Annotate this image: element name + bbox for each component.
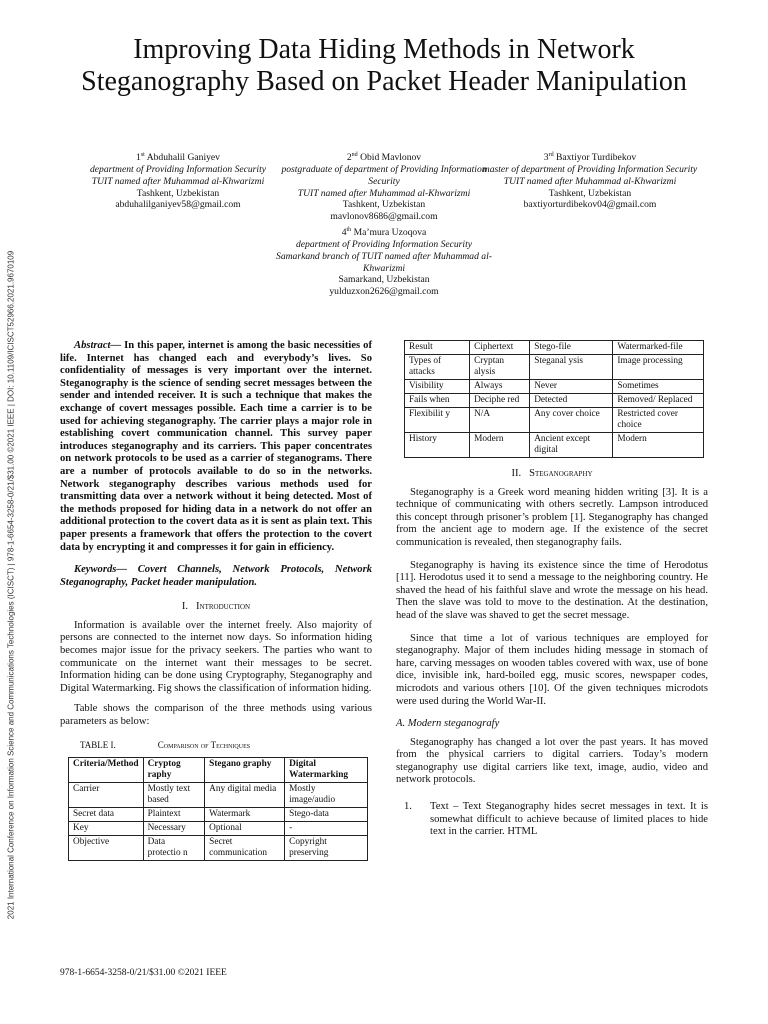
section-heading-steganography — [396, 468, 708, 481]
table-cell: Detected — [530, 394, 613, 408]
footer-copyright: 978-1-6654-3258-0/21/$31.00 ©2021 IEEE — [60, 968, 227, 978]
table-cell: Any digital media — [205, 783, 285, 808]
right-column — [396, 340, 708, 839]
author-city: Tashkent, Uzbekistan — [136, 187, 220, 199]
author-organization: TUIT named after Muhammad al-Khwarizmi — [503, 175, 677, 187]
author-2 — [266, 150, 502, 223]
table-cell: Necessary — [143, 822, 205, 836]
table-cell: Mostly text based — [143, 783, 205, 808]
table-cell: Objective — [69, 836, 144, 861]
author-1 — [60, 150, 296, 211]
table-cell: Carrier — [69, 783, 144, 808]
keywords-text: Covert Channels, Network Protocols, Network Steganography, Packet header manipulation. — [60, 564, 372, 588]
author-name: 3rd Baxtiyor Turdibekov — [543, 152, 637, 164]
section-number: I. — [181, 601, 189, 613]
section-heading-introduction — [60, 601, 372, 614]
keywords — [60, 564, 372, 589]
table-row — [69, 808, 368, 822]
table-cell: Mostly image/audio — [285, 783, 368, 808]
section-title: Introduction — [196, 601, 251, 613]
subsection-heading-modern: A. Modern steganografy — [396, 718, 500, 730]
table-title: Comparison of Techniques — [157, 739, 251, 750]
table-cell: Modern — [613, 433, 704, 458]
table-row — [69, 836, 368, 861]
abstract-label: Abstract— — [74, 340, 122, 351]
list-number: 1. — [404, 801, 412, 813]
list-item — [396, 801, 708, 839]
keywords-label: Keywords— — [74, 564, 127, 576]
author-4 — [266, 225, 502, 298]
table-cell: Cryptan alysis — [470, 355, 530, 380]
author-email: yulduzxon2626@gmail.com — [329, 286, 439, 298]
table-cell: Copyright preserving — [285, 836, 368, 861]
table-row — [405, 408, 704, 433]
author-name: 4th Ma’mura Uzoqova — [341, 227, 427, 239]
table-cell: Never — [530, 380, 613, 394]
table-cell: Optional — [205, 822, 285, 836]
author-department: master of department of Providing Information Security — [482, 163, 698, 175]
author-organization: TUIT named after Muhammad al-Khwarizmi — [297, 187, 471, 199]
table-cell: Ciphertext — [470, 341, 530, 355]
comparison-table-part2 — [404, 340, 704, 458]
table-cell: Fails when — [405, 394, 470, 408]
author-department: department of Providing Information Security — [295, 238, 473, 250]
author-name: 1st Abduhalil Ganiyev — [136, 152, 220, 164]
table-number: TABLE I. — [80, 739, 116, 750]
table-cell: Data protectio n — [143, 836, 205, 861]
author-3 — [472, 150, 708, 211]
author-email: mavlonov8686@gmail.com — [330, 211, 438, 223]
table-cell: Modern — [470, 433, 530, 458]
list-item-text: Text – Text Steganography hides secret messages in text. It is somewhat difficult to achieve because of limited places to hide text in the carrier. HTML — [430, 801, 708, 838]
side-doi-text: 2021 International Conference on Information Science and Communications Technologies (ICISCT) | 978-1-6654-3258-0/21/$31.00 ©2021 IEEE | DOI: 10.1109/ICISCT52966.2021.9670109 — [6, 250, 16, 920]
table-cell: Key — [69, 822, 144, 836]
table-cell: History — [405, 433, 470, 458]
table-cell: Steganal ysis — [530, 355, 613, 380]
comparison-table-part1 — [68, 757, 368, 861]
table-row — [405, 355, 704, 380]
table-cell: Ancient except digital — [530, 433, 613, 458]
table-header-cell: Stegano graphy — [205, 758, 285, 783]
table-row — [69, 783, 368, 808]
table-caption — [60, 739, 372, 752]
table-cell: Deciphe red — [470, 394, 530, 408]
author-city: Samarkand, Uzbekistan — [338, 274, 430, 286]
table-header-cell: Cryptog raphy — [143, 758, 205, 783]
author-city: Tashkent, Uzbekistan — [342, 199, 426, 211]
table-cell: Removed/ Replaced — [613, 394, 704, 408]
table-cell: Secret data — [69, 808, 144, 822]
abstract-text: In this paper, internet is among the basic necessities of life. Internet has changed each and everybody’s lives. So confidentiality of messages is very important over the internet. Steganography is the science of sending secret messages between the sender and intended receiver. It is such a technique that makes the exchange of covert messages possible. Each time a carrier is to be used for achieving steganography. The carrier plays a major role in establishing covert communication channel. This survey paper introduces steganography and its carriers. This paper concentrates on network protocols to be used as a carrier of steganograms. There are a number of protocols available to do so in the networks. Network steganography describes various methods used for transmitting data over a network without it being detected. Most of the methods proposed for hiding data in a network do not offer an additional protection to the covert data as it is sent as plain text. This paper presents a framework that offers the protection to the covert data by encrypting it and compresses it for gain in efficiency. — [60, 340, 372, 553]
table-cell: Stego-file — [530, 341, 613, 355]
steganography-paragraph-3: Since that time a lot of various techniques are employed for steganography. Major of them includes hiding message in stomach of hare, carving messages on wooden tables covered with wax, use of bone dice, invisible ink, hard-boiled egg, music scores, newspaper codes, microdots and various others [10]. Of the given techniques microdots were used during the World War-II. — [396, 632, 708, 707]
paper-title: Improving Data Hiding Methods in Network Steganography Based on Packet Header Manipulation — [81, 34, 687, 97]
table-cell: Flexibilit y — [405, 408, 470, 433]
abstract — [60, 340, 372, 554]
table-cell: Watermarked-file — [613, 341, 704, 355]
table-row — [69, 822, 368, 836]
table-cell: - — [285, 822, 368, 836]
table-header-cell: Criteria/Method — [69, 758, 144, 783]
modern-paragraph-1: Steganography has changed a lot over the past years. It has moved from the physical carriers to digital carriers. Today’s modern steganography use digital carriers like text, image, audio, video and network protocols. — [396, 736, 708, 786]
table-cell: Watermark — [205, 808, 285, 822]
steganography-paragraph-1: Steganography is a Greek word meaning hidden writing [3]. It is a technique of communicating with others secretly. Lampson introduced this concept through prisoner’s problem [1]. Steganography has changed from the ancient age to modern age. If the existence of the secret communication is revealed, then steganography fails. — [396, 486, 708, 548]
intro-paragraph-1: Information is available over the internet freely. Also majority of persons are connected to the internet now days. So information hiding becomes major issue for the privacy seekers. The parties who want to communicate on the internet want their messages to be secret. Information hiding can be done using Cryptography, Steganography and Digital Watermarking. Fig shows the classification of information hiding. — [60, 619, 372, 694]
table-header-cell: Digital Watermarking — [285, 758, 368, 783]
table-cell: Secret communication — [205, 836, 285, 861]
side-doi-strip — [4, 210, 18, 960]
table-row — [405, 433, 704, 458]
table-cell: Visibility — [405, 380, 470, 394]
author-organization: TUIT named after Muhammad al-Khwarizmi — [91, 175, 265, 187]
table-cell: Plaintext — [143, 808, 205, 822]
table-cell: Result — [405, 341, 470, 355]
section-number: II. — [511, 468, 522, 479]
table-row — [405, 394, 704, 408]
author-city: Tashkent, Uzbekistan — [548, 187, 632, 199]
author-organization: Samarkand branch of TUIT named after Muhammad al-Khwarizmi — [276, 250, 492, 274]
table-cell: Types of attacks — [405, 355, 470, 380]
table-cell: N/A — [470, 408, 530, 433]
table-cell: Restricted cover choice — [613, 408, 704, 433]
table-cell: Image processing — [613, 355, 704, 380]
table-cell: Stego-data — [285, 808, 368, 822]
steganography-paragraph-2: Steganography is having its existence since the time of Herodotus [11]. Herodotus used it to send a message to the neighboring country. He shaved the head of his faithful slave and wrote the message on his head. Then the slave was told to move to the destination. At the destination, head of the slave was shaved to get the secret message. — [396, 559, 708, 621]
author-email: baxtiyorturdibekov04@gmail.com — [523, 199, 657, 211]
intro-paragraph-2: Table shows the comparison of the three methods using various parameters as below: — [60, 703, 372, 728]
table-cell: Any cover choice — [530, 408, 613, 433]
left-column — [60, 340, 372, 861]
section-title: Steganography — [529, 468, 593, 479]
author-email: abduhalilganiyev58@gmail.com — [115, 199, 241, 211]
author-department: postgraduate of department of Providing Information Security — [281, 163, 487, 187]
table-cell: Always — [470, 380, 530, 394]
author-department: department of Providing Information Security — [89, 163, 267, 175]
table-row — [405, 341, 704, 355]
table-cell: Sometimes — [613, 380, 704, 394]
table-row — [405, 380, 704, 394]
author-name: 2nd Obid Mavlonov — [346, 152, 422, 164]
